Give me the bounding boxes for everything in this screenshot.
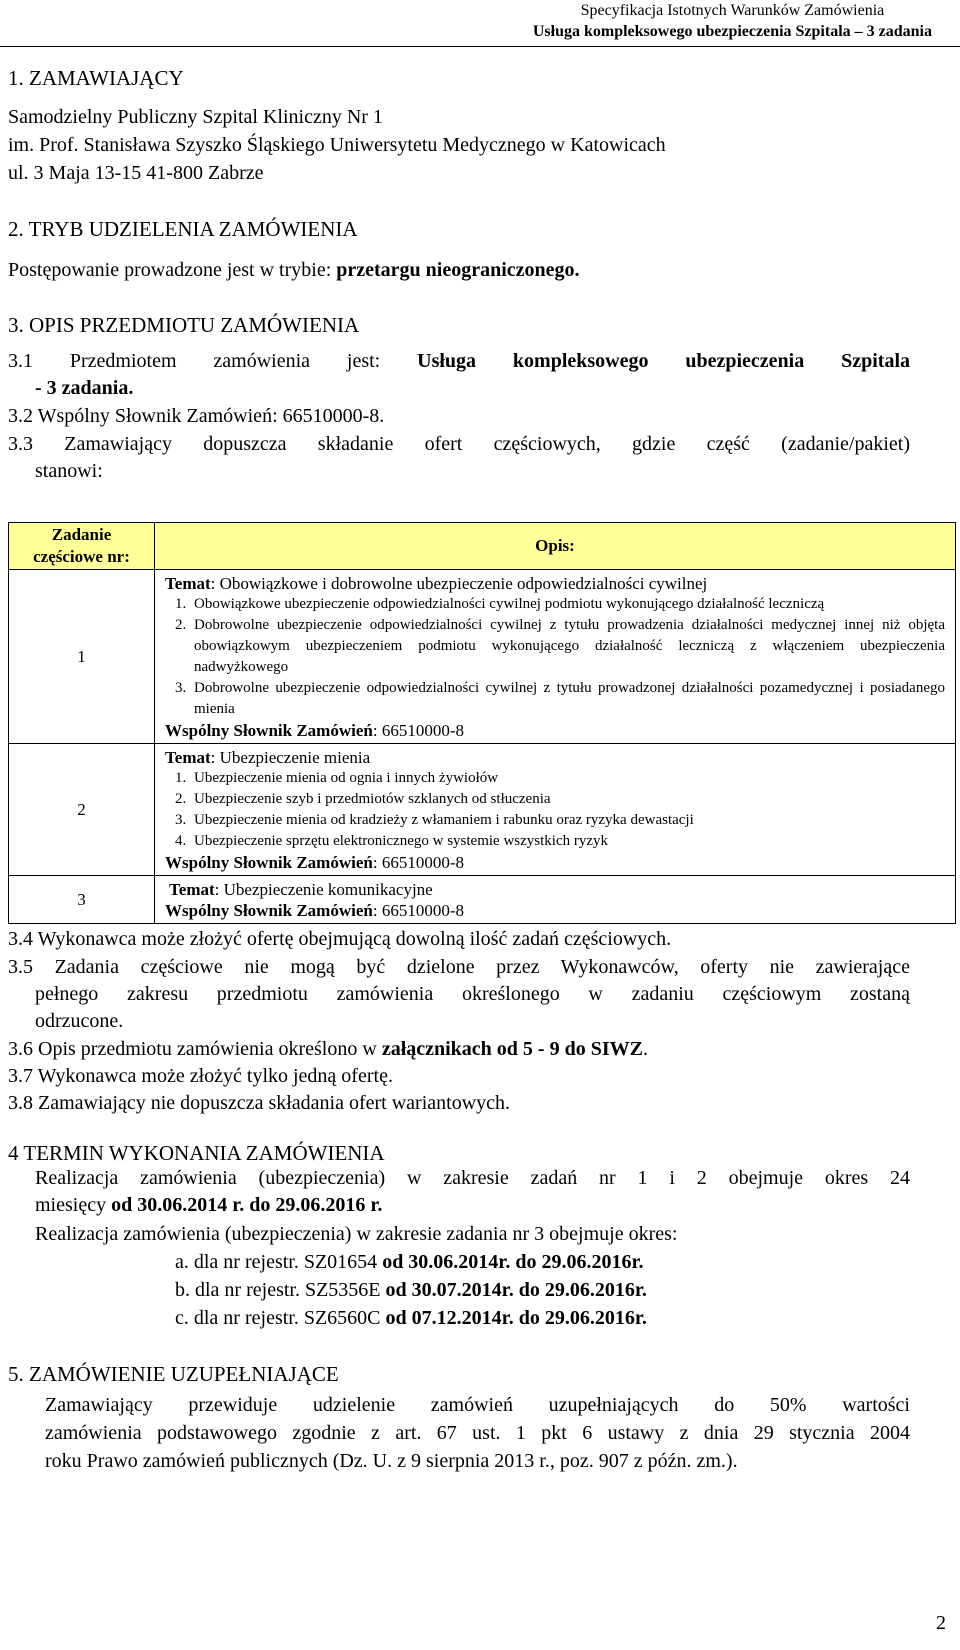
hospital-name: Samodzielny Publiczny Szpital Kliniczny Nr 1 [8,106,383,128]
table-row [9,876,956,924]
paragraph-3-5: 3.5 Zadania częściowe nie mogą być dzielone przez Wykonawców, oferty nie zawierające [8,956,910,978]
term-paragraph-1-cont: miesięcy od 30.06.2014 r. do 29.06.2016 r. [35,1194,383,1216]
task-items [165,594,945,720]
paragraph-3-8: 3.8 Zamawiający nie dopuszcza składania ofert wariantowych. [8,1092,511,1114]
hospital-address: ul. 3 Maja 13-15 41-800 Zabrze [8,162,264,184]
list-item: 3. Ubezpieczenie mienia od kradzieży z włamaniem i rabunku oraz ryzyka dewastacji [190,810,945,831]
col-task-header [9,523,155,570]
paragraph-3-3-cont: stanowi: [35,460,103,482]
paragraph-3-1 [8,350,910,373]
term-paragraph-2: Realizacja zamówienia (ubezpieczenia) w zakresie zadania nr 3 obejmuje okres: [35,1223,678,1245]
list-item: 3. Dobrowolne ubezpieczenie odpowiedzialności cywilnej z tytułu prowadzonej działalności pozamedycznej i posiadanego mienia [190,678,945,720]
header-rule [0,46,960,47]
p31-text: 3.1 Przedmiotem zamówienia jest: [8,350,381,372]
list-item: c. dla nr rejestr. SZ6560C od 07.12.2014r. do 29.06.2016r. [175,1307,647,1329]
list-item: 1. Ubezpieczenie mienia od ognia i innych żywiołów [190,768,945,789]
supplementary-line-2: zamówienia podstawowego zgodnie z art. 67 ust. 1 pkt 6 ustawy z dnia 29 stycznia 2004 [45,1422,910,1444]
paragraph-3-3: 3.3 Zamawiający dopuszcza składanie ofert częściowych, gdzie część (zadanie/pakiet) [8,433,910,455]
page-header [533,0,932,42]
task-topic: Temat: Ubezpieczenie mienia [165,748,371,767]
paragraph-3-6: 3.6 Opis przedmiotu zamówienia określono w załącznikach od 5 - 9 do SIWZ. [8,1038,648,1060]
task-description [155,876,956,924]
p31-bold-cont: - 3 zadania. [35,377,134,399]
task-number: 2 [9,744,155,876]
list-item: a. dla nr rejestr. SZ01654 od 30.06.2014r. do 29.06.2016r. [175,1251,644,1273]
task-items [165,768,945,852]
p31-bold: Usługa kompleksowego ubezpieczenia Szpitala [417,350,910,372]
col-desc-header-label: Opis: [535,536,575,555]
term-paragraph-1: Realizacja zamówienia (ubezpieczenia) w zakresie zadań nr 1 i 2 obejmuje okres 24 [35,1167,910,1189]
table-row [9,570,956,744]
cpv-code: Wspólny Słownik Zamówień: 66510000-8 [165,853,464,872]
paragraph-3-5-cont: pełnego zakresu przedmiotu zamówienia określonego w zadaniu częściowym zostaną [35,983,910,1005]
table-row [9,744,956,876]
header-line-1: Specyfikacja Istotnych Warunków Zamówienia [580,2,885,19]
attachments-ref: załącznikach od 5 - 9 do SIWZ [381,1038,643,1060]
table-header-row [9,523,956,570]
list-item: 1. Obowiązkowe ubezpieczenie odpowiedzialności cywilnej podmiotu wykonującego działalność leczniczą [190,594,945,615]
section-3-title: 3. OPIS PRZEDMIOTU ZAMÓWIENIA [8,313,360,337]
paragraph-3-2: 3.2 Wspólny Słownik Zamówień: 66510000-8. [8,405,385,427]
tasks-table [8,522,956,924]
section-2-title: 2. TRYB UDZIELENIA ZAMÓWIENIA [8,217,358,241]
task-topic: Temat: Obowiązkowe i dobrowolne ubezpieczenie odpowiedzialności cywilnej [165,574,708,593]
cpv-code: Wspólny Słownik Zamówień: 66510000-8 [165,721,464,740]
page-number: 2 [936,1612,946,1634]
procedure-mode-bold: przetargu nieograniczonego. [336,259,580,281]
task-number: 1 [9,570,155,744]
task-description [155,744,956,876]
col-task-header-l1: Zadanie [51,525,112,544]
list-item: 2. Dobrowolne ubezpieczenie odpowiedzialności cywilnej z tytułu prowadzenia działalności medycznej innej niż objęta obowiązkowym ubezpieczeniem podmiotu wykonującego działalność leczniczą z włączeniem ubezpieczenia nadwyżkowego [190,615,945,678]
task-topic: Temat: Ubezpieczenie komunikacyjne [169,880,433,899]
col-desc-header [155,523,956,570]
section-4-title: 4 TERMIN WYKONANIA ZAMÓWIENIA [8,1141,385,1165]
section-1-title: 1. ZAMAWIAJĄCY [8,66,184,90]
col-task-header-l2: częściowe nr: [33,547,130,566]
hospital-patron: im. Prof. Stanisława Szyszko Śląskiego Uniwersytetu Medycznego w Katowicach [8,134,666,156]
paragraph-3-4: 3.4 Wykonawca może złożyć ofertę obejmującą dowolną ilość zadań częściowych. [8,928,672,950]
list-item: b. dla nr rejestr. SZ5356E od 30.07.2014r. do 29.06.2016r. [175,1279,647,1301]
procedure-mode-text: Postępowanie prowadzone jest w trybie: [8,259,332,281]
task-description [155,570,956,744]
task-number: 3 [9,876,155,924]
cpv-code: Wspólny Słownik Zamówień: 66510000-8 [165,901,464,920]
header-line-2: Usługa kompleksowego ubezpieczenia Szpitala – 3 zadania [532,23,932,40]
term-dates: od 30.06.2014 r. do 29.06.2016 r. [111,1194,383,1216]
supplementary-line-3: roku Prawo zamówień publicznych (Dz. U. z 9 sierpnia 2013 r., poz. 907 z późn. zm.). [45,1450,738,1472]
procedure-mode [8,259,580,282]
paragraph-3-1-cont [35,377,133,400]
paragraph-3-5-end: odrzucone. [35,1010,124,1032]
section-5-title: 5. ZAMÓWIENIE UZUPEŁNIAJĄCE [8,1362,339,1386]
list-item: 2. Ubezpieczenie szyb i przedmiotów szklanych od stłuczenia [190,789,945,810]
paragraph-3-7: 3.7 Wykonawca może złożyć tylko jedną ofertę. [8,1065,393,1087]
supplementary-line-1: Zamawiający przewiduje udzielenie zamówień uzupełniających do 50% wartości [45,1394,910,1416]
list-item: 4. Ubezpieczenie sprzętu elektronicznego w systemie wszystkich ryzyk [190,831,945,852]
